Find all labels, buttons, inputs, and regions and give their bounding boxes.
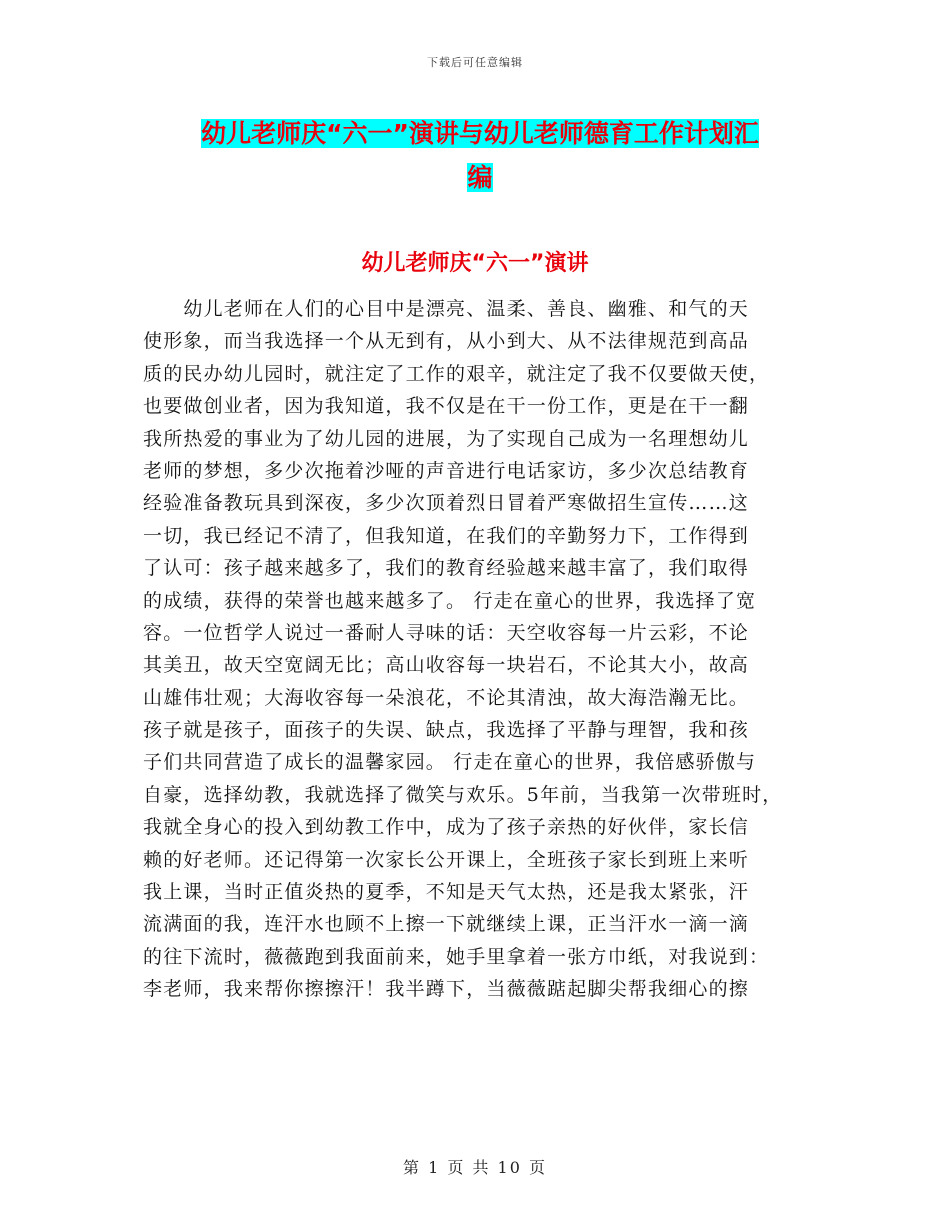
body-line: 一切，我已经记不清了，但我知道，在我们的辛勤努力下，工作得到 bbox=[143, 524, 750, 547]
page-footer: 第 1 页 共 10 页 bbox=[403, 1158, 547, 1177]
body-line: 了认可：孩子越来越多了，我们的教育经验越来越丰富了，我们取得 bbox=[143, 557, 750, 580]
body-line: 经验准备教玩具到深夜，多少次顶着烈日冒着严寒做招生宣传……这 bbox=[143, 492, 750, 515]
body-line: 我所热爱的事业为了幼儿园的进展，为了实现自己成为一名理想幼儿 bbox=[143, 427, 750, 450]
body-line: 孩子就是孩子，面孩子的失误、缺点，我选择了平静与理智，我和孩 bbox=[143, 719, 750, 742]
body-line: 赖的好老师。还记得第一次家长公开课上，全班孩子家长到班上来听 bbox=[143, 848, 750, 871]
page-header: 下载后可任意编辑 bbox=[427, 56, 523, 69]
body-line: 的往下流时，薇薇跑到我面前来，她手里拿着一张方巾纸，对我说到： bbox=[143, 945, 770, 968]
body-line: 容。一位哲学人说过一番耐人寻味的话：天空收容每一片云彩，不论 bbox=[143, 621, 750, 644]
body-line: 流满面的我，连汗水也顾不上擦一下就继续上课，正当汗水一滴一滴 bbox=[143, 913, 750, 936]
body-line: 幼儿老师在人们的心目中是漂亮、温柔、善良、幽雅、和气的天 bbox=[143, 298, 750, 320]
body-line: 我就全身心的投入到幼教工作中，成为了孩子亲热的好伙伴，家长信 bbox=[143, 816, 750, 839]
body-line: 的成绩，获得的荣誉也越来越多了。 行走在童心的世界，我选择了宽 bbox=[143, 589, 757, 612]
body-line: 使形象，而当我选择一个从无到有，从小到大、从不法律规范到高品 bbox=[143, 330, 750, 353]
body-line: 山雄伟壮观；大海收容每一朵浪花，不论其清浊，故大海浩瀚无比。 bbox=[143, 686, 750, 709]
section-title: 幼儿老师庆“六一”演讲 bbox=[361, 251, 589, 276]
body-line: 子们共同营造了成长的温馨家园。 行走在童心的世界，我倍感骄傲与 bbox=[143, 751, 757, 774]
document-title bbox=[140, 112, 820, 200]
body-line: 李老师，我来帮你擦擦汗！我半蹲下，当薇薇踮起脚尖帮我细心的擦 bbox=[143, 978, 750, 1001]
body-paragraph bbox=[143, 293, 823, 1006]
body-line: 老师的梦想，多少次拖着沙哑的声音进行电话家访，多少次总结教育 bbox=[143, 459, 750, 482]
body-line: 质的民办幼儿园时，就注定了工作的艰辛，就注定了我不仅要做天使， bbox=[143, 362, 770, 385]
body-line: 其美丑，故天空宽阔无比；高山收容每一块岩石，不论其大小，故高 bbox=[143, 654, 750, 677]
body-line: 自豪，选择幼教，我就选择了微笑与欢乐。5年前，当我第一次带班时， bbox=[143, 783, 783, 806]
body-line: 我上课，当时正值炎热的夏季，不知是天气太热，还是我太紧张，汗 bbox=[143, 881, 750, 904]
document-title-line-2: 编 bbox=[467, 163, 493, 192]
document-title-line-1: 幼儿老师庆“六一”演讲与幼儿老师德育工作计划汇 bbox=[201, 119, 759, 148]
body-line: 也要做创业者，因为我知道，我不仅是在干一份工作，更是在干一翻 bbox=[143, 395, 750, 418]
